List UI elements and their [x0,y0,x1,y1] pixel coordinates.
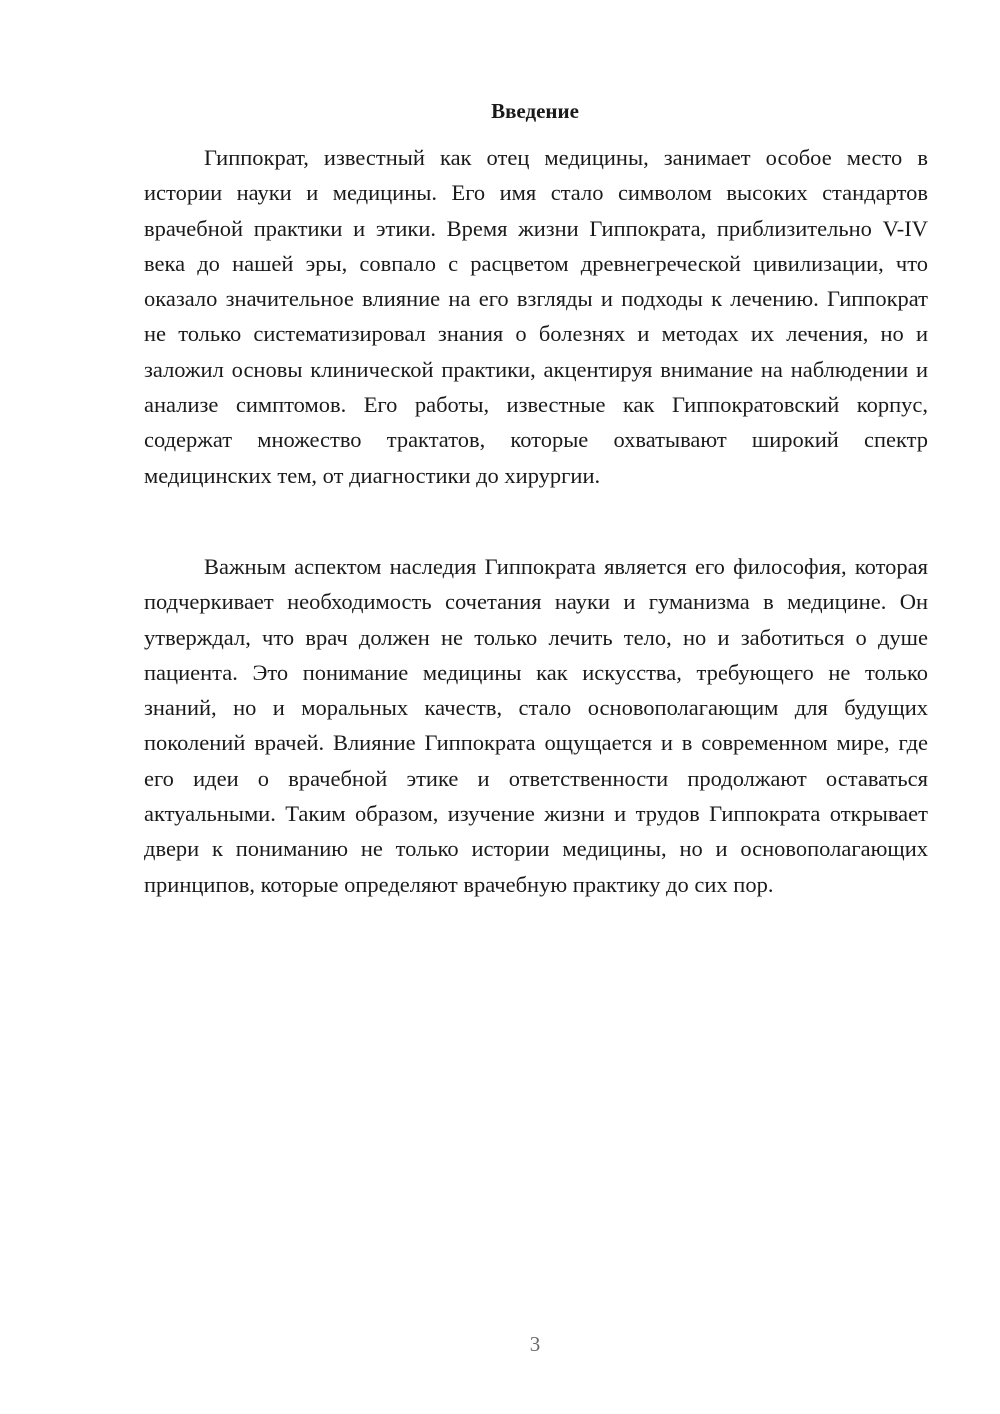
paragraph-1: Гиппократ, известный как отец медицины, занимает особое место в истории науки и медицины. Его имя стало символом высоких стандартов врачебной практики и этики. Время жизни Гиппократа, приблизительно V-IV века до нашей эры, совпало с расцветом древнегреческой цивилизации, что оказало значительное влияние на его взгляды и подходы к лечению. Гиппократ не только систематизировал знания о болезнях и методах их лечения, но и заложил основы клинической практики, акцентируя внимание на наблюдении и анализе симптомов. Его работы, известные как Гиппократовский корпус, содержат множество трактатов, которые охватывают широкий спектр медицинских тем, от диагностики до хирургии. [144,145,928,488]
page-number: 3 [529,1332,541,1356]
section-title: Введение [491,99,579,123]
paragraph-2: Важным аспектом наследия Гиппократа является его философия, которая подчеркивает необходимость сочетания науки и гуманизма в медицине. Он утверждал, что врач должен не только лечить тело, но и заботиться о душе пациента. Это понимание медицины как искусства, требующего не только знаний, но и моральных качеств, стало основополагающим для будущих поколений врачей. Влияние Гиппократа ощущается и в современном мире, где его идеи о врачебной этике и ответственности продолжают оставаться актуальными. Таким образом, изучение жизни и трудов Гиппократа открывает двери к пониманию не только истории медицины, но и основополагающих принципов, которые определяют врачебную практику до сих пор. [144,554,928,897]
